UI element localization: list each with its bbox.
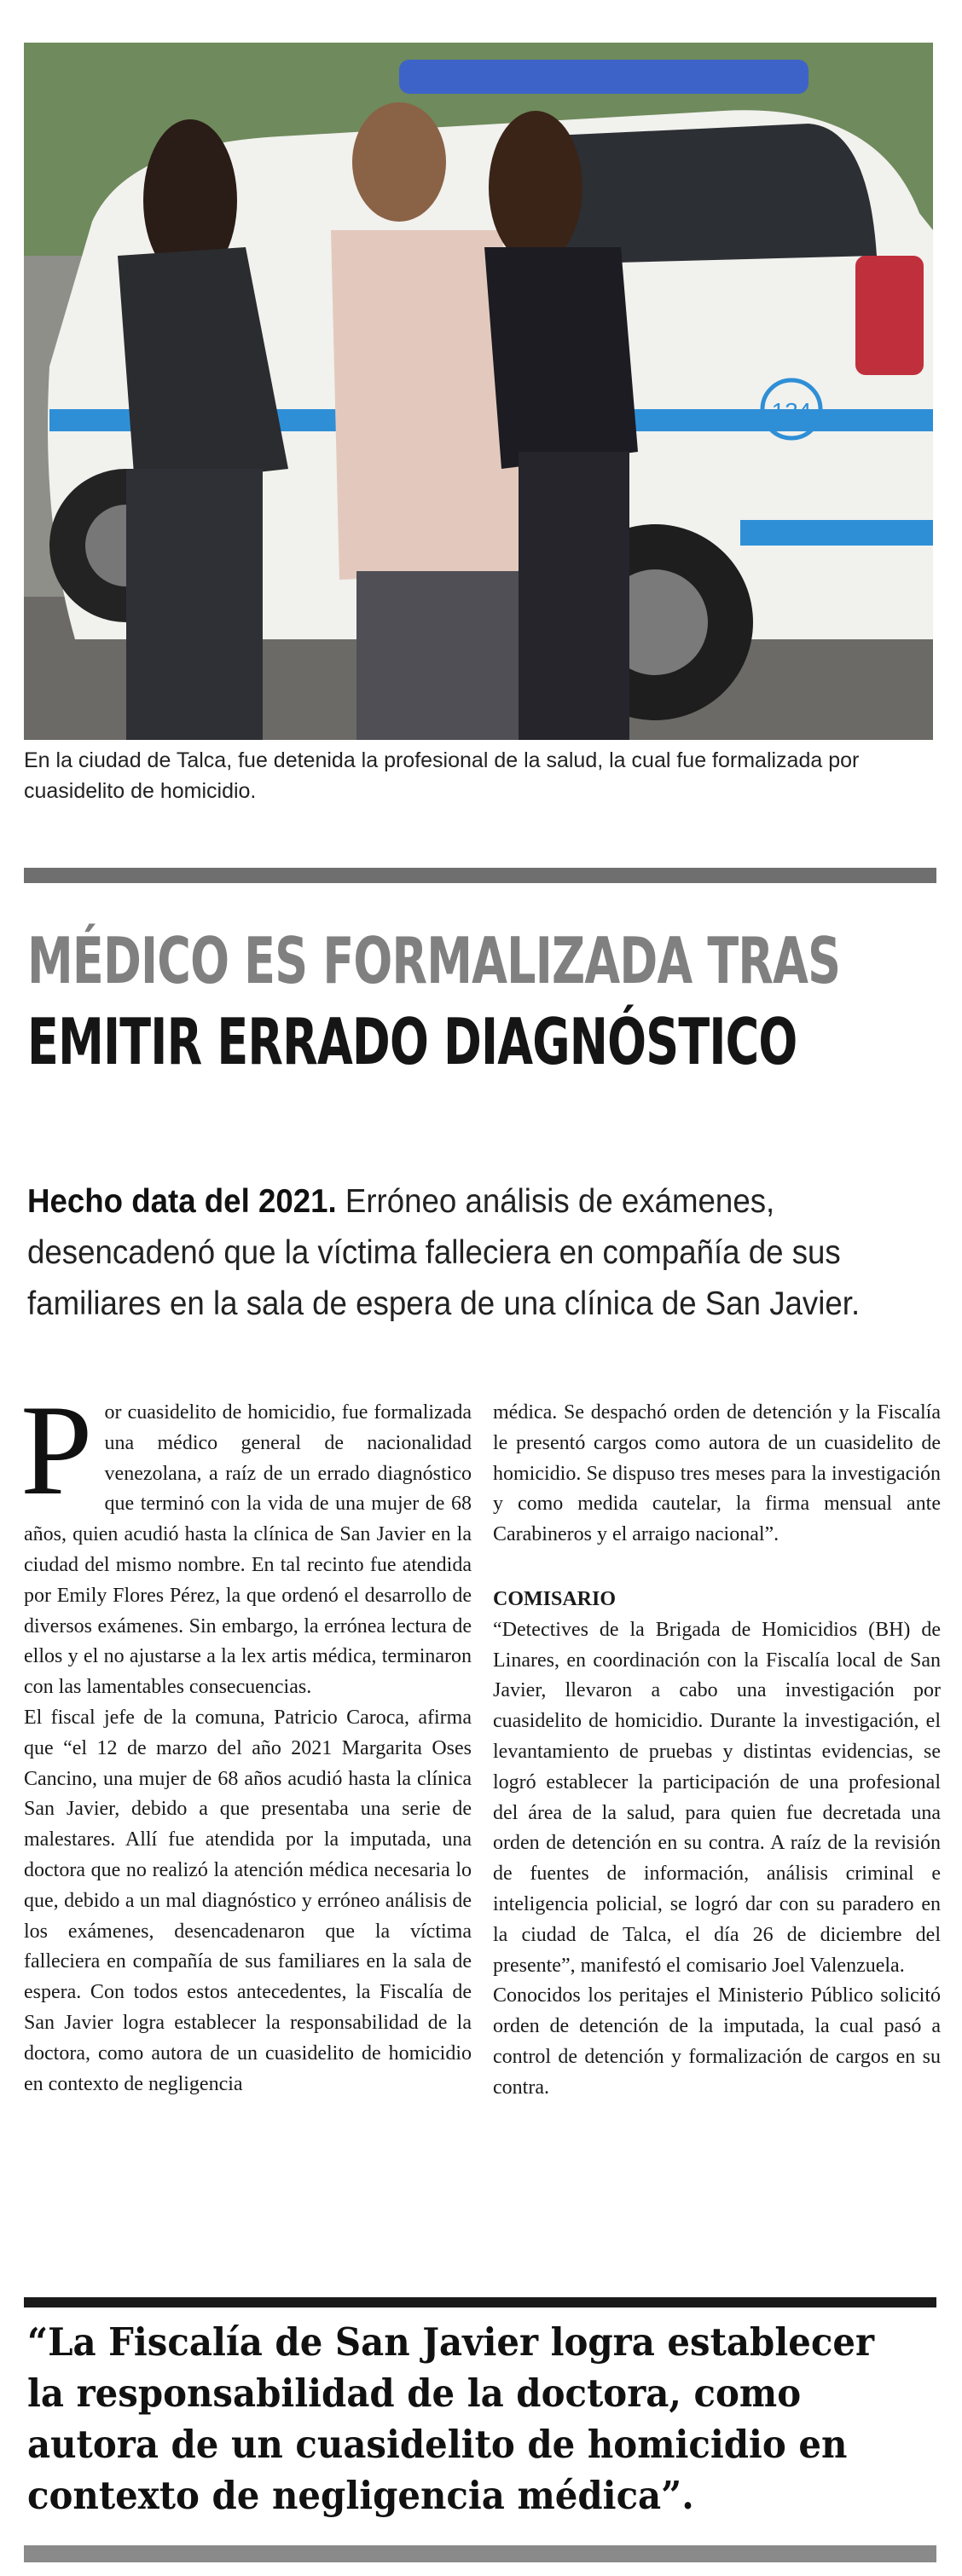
police-arrest-photo-icon <box>24 43 933 740</box>
body-paragraph-3: “Detectives de la Brigada de Homicidios (BH) de Linares, en coordinación con la Fiscalía local de San Javier, llevaron a cabo una investigación por cuasidelito de homicidio. Durante la investigación, el levantamiento de pruebas y distintas evidencias, se logró establecer la participación de una profesional del área de la salud, para quien fue decretada una orden de detención en su contra. A raíz de la revisión de fuentes de información, análisis criminal e inteligencia policial, se logró dar con su paradero en la ciudad de Talca, el día 26 de diciembre del presente”, manifestó el comisario Joel Valenzuela. <box>493 1618 941 1977</box>
lead-bold: Hecho data del 2021. <box>27 1183 337 1220</box>
body-column-left <box>20 1378 472 2099</box>
vehicle-number: 134 <box>771 398 812 425</box>
headline-line-2: EMITIR ERRADO DIAGNÓSTICO <box>27 1004 797 1079</box>
photo-caption: En la ciudad de Talca, fue detenida la profesional de la salud, la cual fue formalizada por cuasidelito de homicidio. <box>24 748 860 803</box>
article-photo <box>24 43 933 740</box>
section-divider <box>24 868 936 883</box>
pull-quote: “La Fiscalía de San Javier logra establecer la responsabilidad de la doctora, como autora de un cuasidelito de homicidio en contexto de negligencia médica”. <box>27 2319 875 2518</box>
subhead-comisario: COMISARIO <box>493 1587 617 1610</box>
body-paragraph-2-continued: médica. Se despachó orden de detención y la Fiscalía le presentó cargos como autora de un cuasidelito de homicidio. Se dispuso tres meses para la investigación y como medida cautelar, la firma mensual ante Carabineros y el arraigo nacional”. <box>493 1401 941 1546</box>
body-paragraph-2: El fiscal jefe de la comuna, Patricio Caroca, afirma que “el 12 de marzo del año 2021 Margarita Oses Cancino, una mujer de 68 años acudió hasta la clínica San Javier, debido a que presentaba una serie de malestares. Allí fue atendida por la imputada, una doctora que no realizó la atención médica necesaria lo que, debido a un mal diagnóstico y erróneo análisis de los exámenes, desencadenaron que la víctima falleciera en compañía de sus familiares en la sala de espera. Con todos estos antecedentes, la Fiscalía de San Javier logra establecer la responsabilidad de la doctora, como autora de un cuasidelito de homicidio en contexto de negligencia <box>24 1706 472 2095</box>
bottom-divider <box>24 2545 936 2562</box>
body-paragraph-1 <box>20 1378 472 1703</box>
body-column-right <box>493 1398 941 2104</box>
headline <box>27 921 940 1083</box>
lead-text: Erróneo análisis de exámenes, desencadenó que la víctima falleciera en compañía de sus familiares en la sala de espera de una clínica de San Javier. <box>27 1183 861 1322</box>
quote-divider <box>24 2297 936 2307</box>
drop-cap: P <box>20 1378 93 1522</box>
body-paragraph-4: Conocidos los peritajes el Ministerio Público solicitó orden de detención de la imputada, la cual pasó a control de detención y formalización de cargos en su contra. <box>493 1984 941 2099</box>
lead-paragraph <box>27 1176 885 1330</box>
headline-line-1: MÉDICO ES FORMALIZADA TRAS <box>27 923 841 998</box>
body-paragraph-1-text: or cuasidelito de homicidio, fue formalizada una médico general de nacionalidad venezolana, a raíz de un errado diagnóstico que terminó con la vida de una mujer de 68 años, quien acudió hasta la clínica de San Javier en la ciudad del mismo nombre. En tal recinto fue atendida por Emily Flores Pérez, la que ordenó el desarrollo de diversos exámenes. Sin embargo, la errónea lectura de ellos y el no ajustarse a la lex artis médica, terminaron con las lamentables consecuencias. <box>24 1401 472 1699</box>
